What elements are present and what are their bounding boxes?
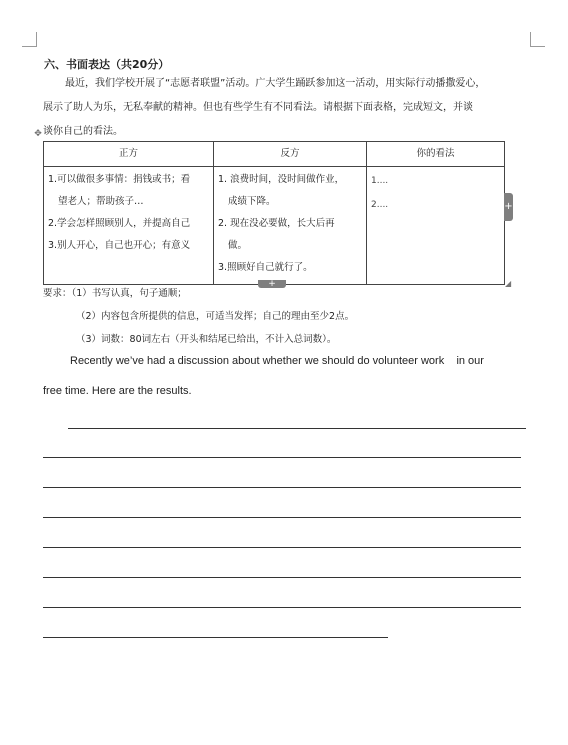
header-con: 反方 [214,142,367,167]
writing-line[interactable] [43,637,388,638]
pro-item: 3.别人开心，自己也开心；有意义 [48,240,191,251]
intro-line-2: 展示了助人为乐，无私奉献的精神。但也有些学生有不同看法。请根据下面表格，完成短文，并谈 [43,102,473,113]
writing-line[interactable] [43,517,521,518]
con-item: 2. 现在没必要做，长大后再 [218,218,335,229]
opinions-table [43,141,505,285]
header-pro: 正方 [44,142,214,167]
writing-line[interactable] [43,457,521,458]
page-corner-mark-right [530,32,545,47]
table-move-handle-icon[interactable]: ✥ [34,129,42,139]
writing-line[interactable] [43,607,521,608]
table-resize-handle-icon[interactable]: ◢ [505,279,512,288]
writing-line[interactable] [43,547,521,548]
writing-line[interactable] [43,577,521,578]
requirement-3: （3）词数：80词左右（开头和结尾已给出，不计入总词数）。 [76,334,337,345]
con-item: 成绩下降。 [228,196,276,207]
passage-line-2: free time. Here are the results. [43,385,192,397]
writing-line[interactable] [43,487,521,488]
con-item: 1. 浪费时间，没时间做作业， [218,174,345,185]
pro-cell[interactable] [44,167,214,285]
page-corner-mark-left [22,32,37,47]
mine-item: 1.... [371,176,389,186]
section-title: 六、书面表达（共20分） [44,58,170,71]
table-header-row [44,142,505,167]
requirement-1: 要求：（1）书写认真，句子通顺； [43,288,187,299]
con-item: 3.照顾好自己就行了。 [218,262,313,273]
add-column-plus-icon[interactable]: + [504,193,513,221]
pro-item: 1.可以做很多事情：捐钱或书；看 [48,174,191,185]
intro-line-3: 谈你自己的看法。 [43,126,123,137]
requirement-2: （2）内容包含所提供的信息，可适当发挥；自己的理由至少2点。 [76,311,355,322]
passage-line-1: Recently we’ve had a discussion about whether we should do volunteer work in our [70,355,484,367]
intro-paragraph [43,72,525,144]
pro-item: 望老人；帮助孩子… [58,196,144,207]
mine-cell[interactable] [367,167,505,285]
con-item: 做。 [228,240,248,251]
add-row-plus-icon[interactable]: + [258,280,286,288]
intro-line-1: 最近，我们学校开展了“志愿者联盟”活动。广大学生踊跃参加这一活动，用实际行动播撒爱心， [65,78,486,89]
writing-line[interactable] [68,428,526,429]
header-mine: 你的看法 [367,142,505,167]
con-cell[interactable] [214,167,367,285]
pro-item: 2.学会怎样照顾别人，并提高自己 [48,218,191,229]
table-row [44,167,505,285]
mine-item: 2.... [371,200,389,210]
